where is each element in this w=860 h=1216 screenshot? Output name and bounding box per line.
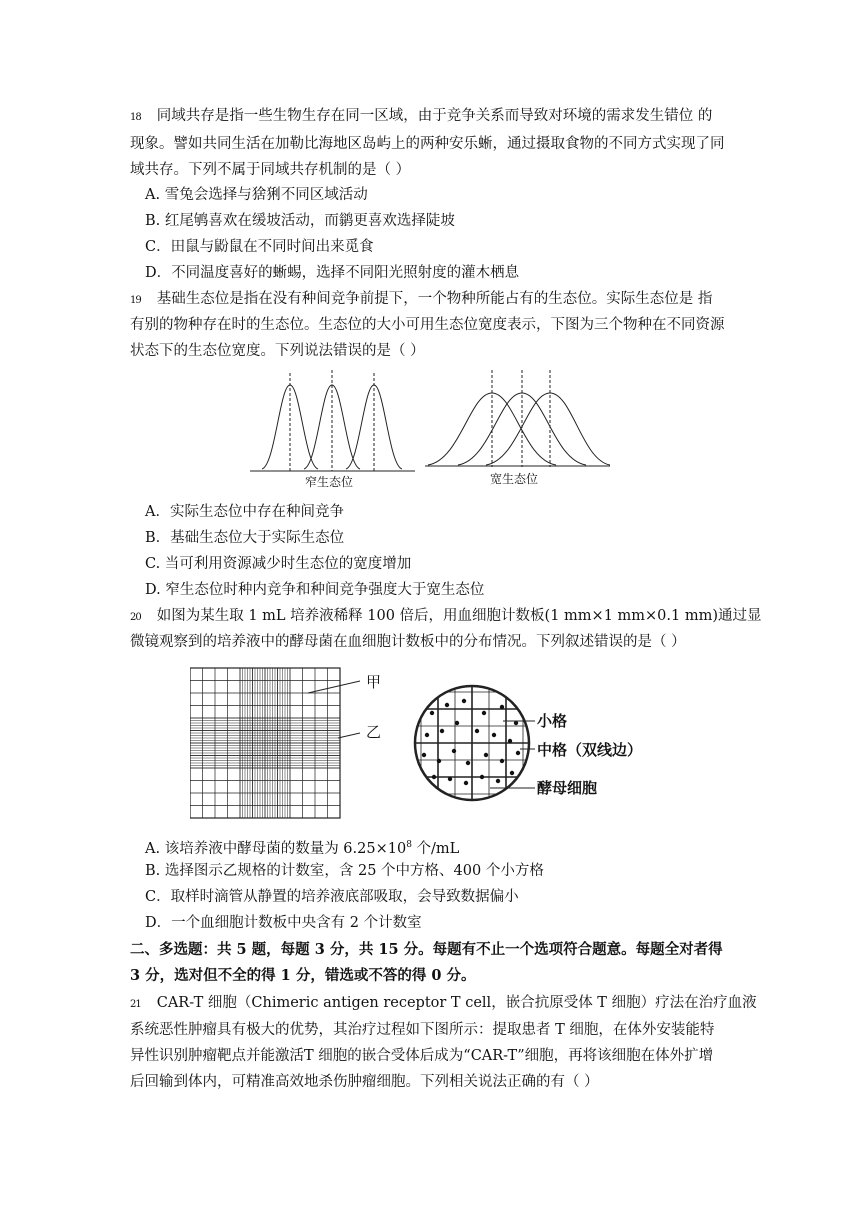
yeast-cell	[422, 753, 426, 757]
q20-option-d: D．一个血细胞计数板中央含有 2 个计数室	[145, 915, 422, 931]
q19-option-c: C. 当可利用资源减少时生态位的宽度增加	[145, 556, 412, 572]
yeast-label: 酵母细胞	[537, 779, 598, 797]
yeast-cell	[425, 733, 429, 737]
q19-option-a: A．实际生态位中存在种间竞争	[145, 504, 344, 520]
yeast-cell	[455, 721, 459, 725]
yi-pointer	[338, 733, 360, 738]
q18-option-d: D．不同温度喜好的蜥蜴，选择不同阳光照射度的灌木栖息	[145, 265, 520, 281]
q18-line-3: 域共存。下列不属于同域共存机制的是（ ）	[130, 162, 411, 178]
niche-width-figure	[250, 365, 610, 495]
q20-option-a: A. 该培养液中酵母菌的数量为 $6.25\times 10^8$ 个/mL	[145, 840, 460, 857]
xiaoge-label: 小格	[537, 712, 568, 730]
yeast-cell	[496, 779, 500, 783]
q18-option-b: B. 红尾鸲喜欢在缓坡活动，而鹟更喜欢选择陡坡	[145, 213, 455, 229]
q20-option-c: C．取样时滴管从静置的培养液底部吸取，会导致数据偏小	[145, 889, 519, 905]
yeast-cell	[475, 729, 479, 733]
q21-number: 21	[130, 999, 141, 1010]
yeast-cell	[484, 753, 488, 757]
yeast-cell	[437, 759, 441, 763]
zhongge-label: 中格（双线边）	[537, 741, 643, 759]
narrow-niche-peak-lines	[290, 370, 374, 471]
q19-option-d: D. 窄生态位时种内竞争和种间竞争强度大于宽生态位	[145, 582, 485, 598]
q18-option-a: A. 雪兔会选择与猞猁不同区域活动	[145, 187, 368, 203]
yeast-cell	[464, 781, 468, 785]
q21-line-3: 异性识别肿瘤靶点并能激活T 细胞的嵌合受体后成为“CAR-T”细胞，再将该细胞在体外扩增	[130, 1048, 714, 1064]
yeast-cell	[500, 705, 504, 709]
q20-line-2: 微镜观察到的培养液中的酵母菌在血细胞计数板中的分布情况。下列叙述错误的是（ ）	[130, 634, 686, 650]
yeast-cell	[510, 771, 514, 775]
q18-line-2: 现象。譬如共同生活在加勒比海地区岛屿上的两种安乐蜥，通过摄取食物的不同方式实现了同	[130, 136, 725, 152]
q19-line-1: 19 基础生态位是指在没有种间竞争前提下，一个物种所能占有的生态位。实际生态位是 指	[130, 289, 712, 311]
yeast-cell	[482, 711, 486, 715]
wide-niche-curves	[428, 393, 610, 465]
yeast-cell	[430, 711, 434, 715]
magnified-view	[404, 675, 540, 811]
yeast-cell	[462, 699, 466, 703]
yeast-cell	[466, 761, 470, 765]
yeast-cell	[440, 729, 444, 733]
q19-line-3: 状态下的生态位宽度。下列说法错误的是（ ）	[130, 343, 425, 359]
yeast-cell	[432, 775, 436, 779]
q21-line-2: 系统恶性肿瘤具有极大的优势，其治疗过程如下图所示：提取患者 T 细胞，在体外安装能特	[130, 1022, 715, 1038]
jia-pointer	[308, 681, 360, 693]
q20-option-b: B. 选择图示乙规格的计数室，含 25 个中方格、400 个小方格	[145, 863, 544, 879]
yeast-cell	[448, 777, 452, 781]
yeast-cell	[508, 739, 512, 743]
yeast-cell	[452, 749, 456, 753]
q18-number: 18	[130, 112, 141, 123]
q20-number: 20	[130, 612, 141, 623]
yeast-cell	[500, 759, 504, 763]
q20-line-1: 20 如图为某生取 1 mL 培养液稀释 100 倍后，用血细胞计数板(1 mm×1 mm×0.1 mm)通过显	[130, 606, 762, 628]
q19-option-b: B．基础生态位大于实际生态位	[145, 530, 345, 546]
narrow-niche-label: 窄生态位	[305, 475, 354, 489]
q19-number: 19	[130, 295, 141, 306]
yeast-cell	[516, 751, 520, 755]
yeast-cell	[445, 703, 449, 707]
q18-line-1: 18 同域共存是指一些生物生存在同一区域，由于竞争关系而导致对环境的需求发生错位 的	[130, 106, 712, 128]
hemocytometer-figure	[190, 663, 670, 823]
wide-niche-label: 宽生态位	[490, 472, 539, 486]
q21-line-4: 后回输到体内，可精准高效地杀伤肿瘤细胞。下列相关说法正确的有（ ）	[130, 1074, 599, 1090]
wide-niche-peak-lines	[492, 370, 550, 467]
yi-label: 乙	[366, 723, 382, 741]
q19-line-2: 有别的物种存在时的生态位。生态位的大小可用生态位宽度表示，下图为三个物种在不同资源	[130, 317, 725, 333]
q21-line-1: 21 CAR-T 细胞（Chimeric antigen receptor T cell，嵌合抗原受体 T 细胞）疗法在治疗血液	[130, 993, 757, 1015]
q18-option-c: C．田鼠与鼢鼠在不同时间出来觅食	[145, 239, 374, 255]
section2-heading-line-2: 3 分，选对但不全的得 1 分，错选或不答的得 0 分。	[130, 967, 476, 984]
yeast-cell	[492, 733, 496, 737]
section2-heading-line-1: 二、多选题：共 5 题，每题 3 分，共 15 分。每题有不止一个选项符合题意。每题全对者得	[130, 941, 723, 958]
jia-label: 甲	[366, 673, 382, 691]
yeast-cell	[480, 775, 484, 779]
